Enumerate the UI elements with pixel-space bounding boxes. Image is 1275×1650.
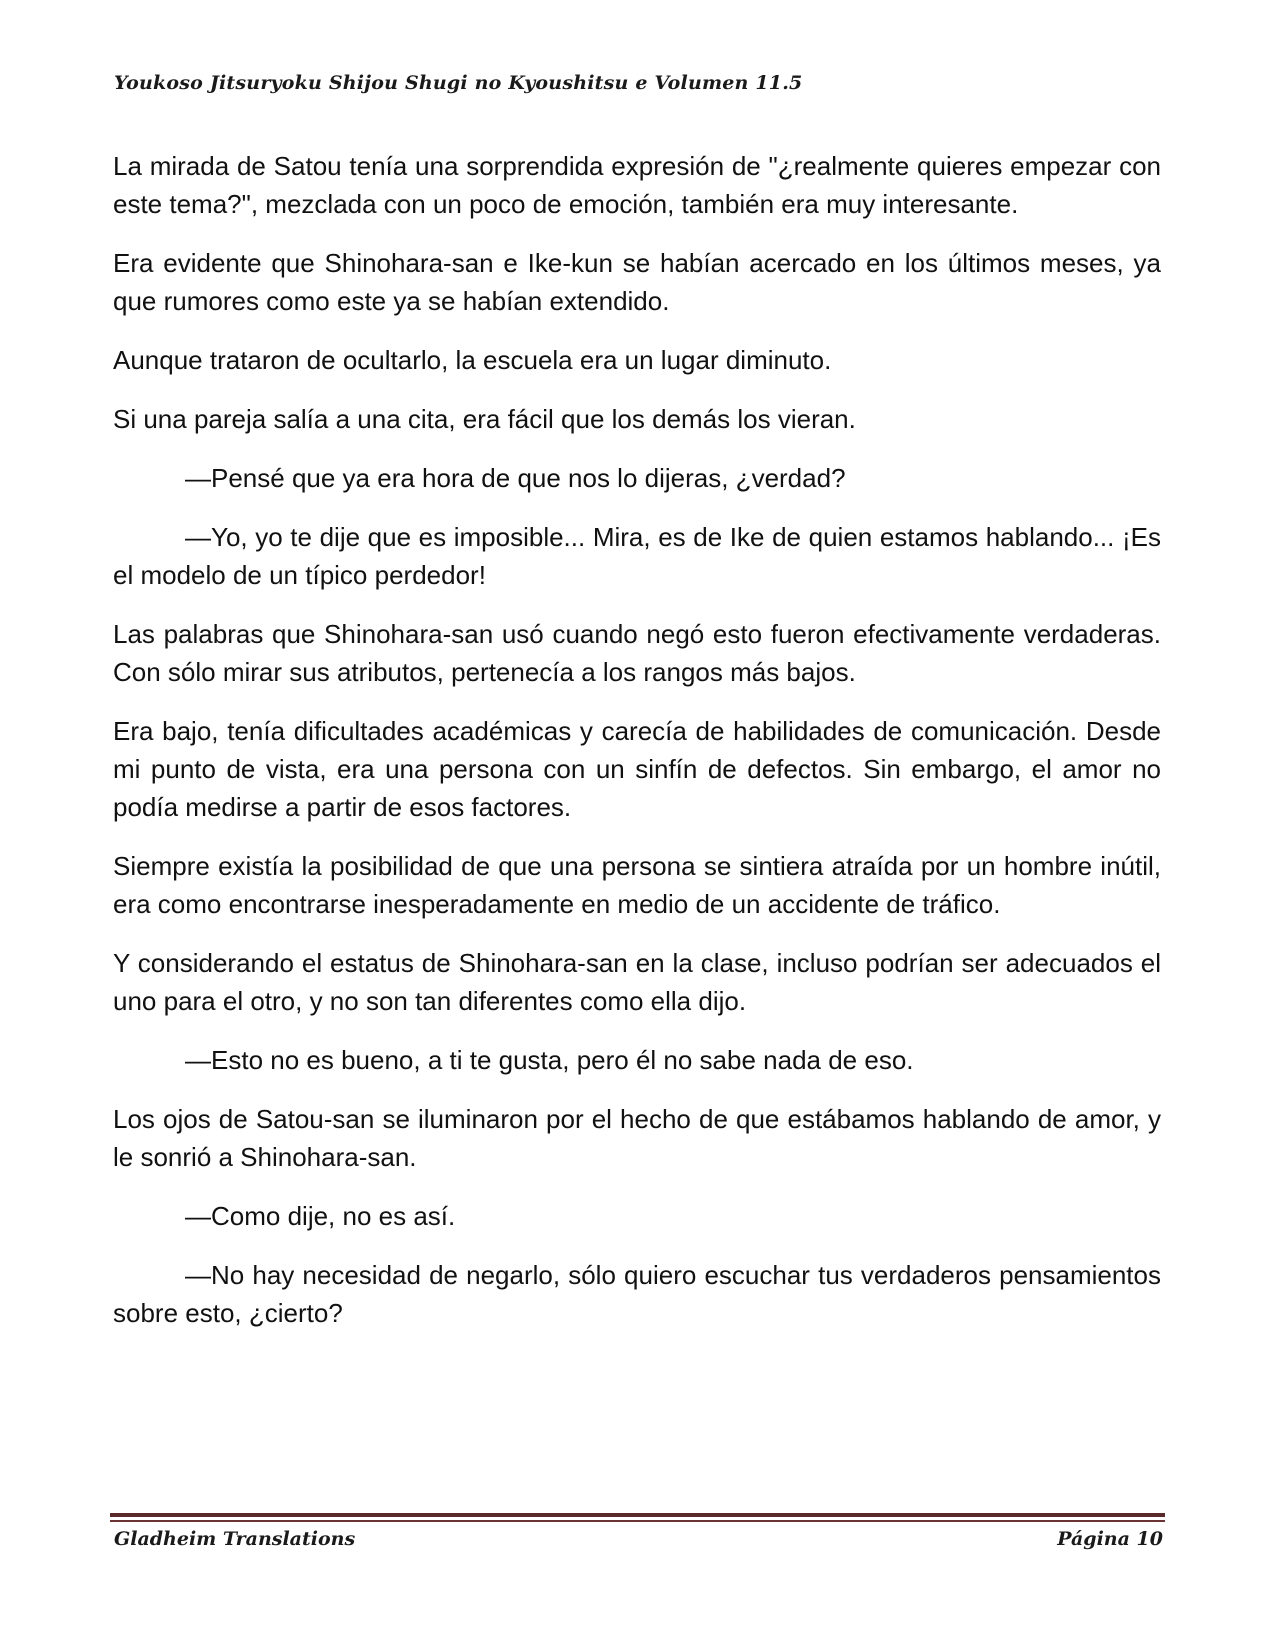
footer-divider-thick: [110, 1513, 1165, 1517]
footer-divider-thin: [110, 1520, 1165, 1522]
footer-page-number: Página 10: [1057, 1528, 1163, 1550]
dialog-line: —No hay necesidad de negarlo, sólo quiero escuchar tus verdaderos pensamientos sobre esto, ¿cierto?: [113, 1260, 1161, 1328]
paragraph: Era evidente que Shinohara-san e Ike-kun se habían acercado en los últimos meses, ya que rumores como este ya se habían extendido.: [113, 248, 1161, 316]
dialog-line: —Como dije, no es así.: [185, 1201, 456, 1231]
footer-publisher: Gladheim Translations: [114, 1528, 356, 1550]
paragraph: Si una pareja salía a una cita, era fácil que los demás los vieran.: [113, 404, 856, 434]
body-text: [113, 147, 1161, 1353]
footer-divider: [110, 1513, 1165, 1523]
dialog-line: —Yo, yo te dije que es imposible... Mira, es de Ike de quien estamos hablando... ¡Es el modelo de un típico perdedor!: [113, 522, 1161, 590]
paragraph: Era bajo, tenía dificultades académicas y carecía de habilidades de comunicación. Desde mi punto de vista, era una persona con un sinfín de defectos. Sin embargo, el amor no podía medirse a partir de esos factores.: [113, 716, 1161, 822]
dialog-line: —Pensé que ya era hora de que nos lo dijeras, ¿verdad?: [185, 463, 846, 493]
page-header-title: Youkoso Jitsuryoku Shijou Shugi no Kyoushitsu e Volumen 11.5: [114, 72, 803, 94]
dialog-line: —Esto no es bueno, a ti te gusta, pero él no sabe nada de eso.: [185, 1045, 914, 1075]
paragraph: Las palabras que Shinohara-san usó cuando negó esto fueron efectivamente verdaderas. Con sólo mirar sus atributos, pertenecía a los rangos más bajos.: [113, 619, 1161, 687]
paragraph: Los ojos de Satou-san se iluminaron por el hecho de que estábamos hablando de amor, y le sonrió a Shinohara-san.: [113, 1104, 1161, 1172]
paragraph: Y considerando el estatus de Shinohara-san en la clase, incluso podrían ser adecuados el uno para el otro, y no son tan diferentes como ella dijo.: [113, 948, 1161, 1016]
paragraph: Aunque trataron de ocultarlo, la escuela era un lugar diminuto.: [113, 345, 832, 375]
paragraph: La mirada de Satou tenía una sorprendida expresión de "¿realmente quieres empezar con este tema?", mezclada con un poco de emoción, también era muy interesante.: [113, 151, 1161, 219]
paragraph: Siempre existía la posibilidad de que una persona se sintiera atraída por un hombre inútil, era como encontrarse inesperadamente en medio de un accidente de tráfico.: [113, 851, 1161, 919]
